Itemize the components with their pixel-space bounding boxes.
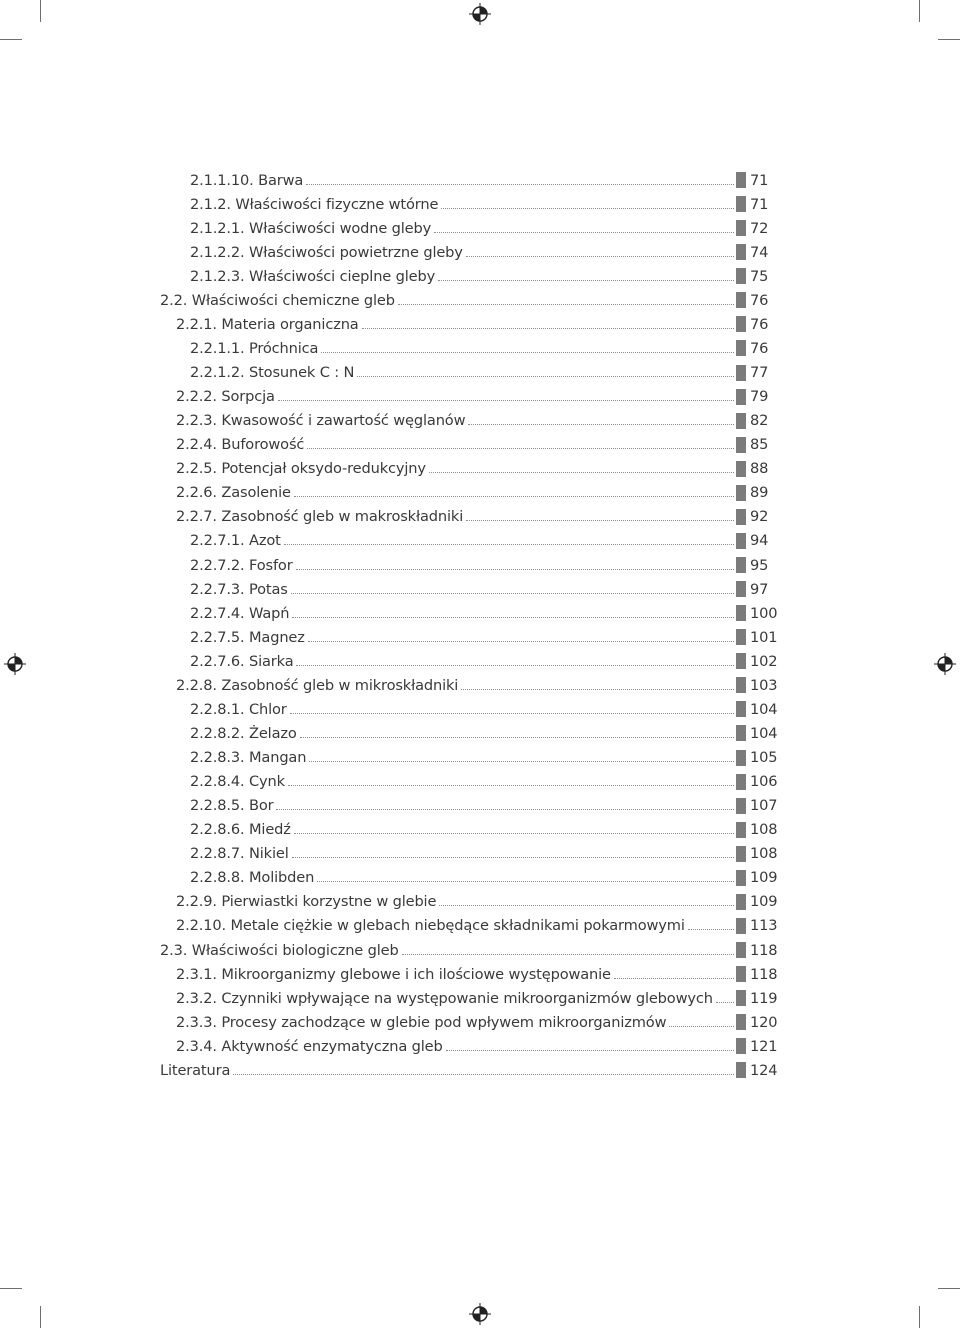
toc-entry-label: 2.3.4. Aktywność enzymatyczna gleb bbox=[176, 1037, 443, 1055]
dot-leader bbox=[468, 424, 734, 425]
toc-entry-page: 88 bbox=[750, 460, 769, 478]
toc-entry-page: 118 bbox=[750, 941, 778, 959]
toc-entry-label: 2.2.7. Zasobność gleb w makroskładniki bbox=[176, 508, 464, 526]
dot-leader bbox=[294, 833, 734, 834]
crop-mark-bottom-left bbox=[0, 1288, 22, 1289]
dot-leader bbox=[284, 544, 734, 545]
dot-leader bbox=[466, 520, 734, 521]
toc-entry-label: 2.2.5. Potencjał oksydo-redukcyjny bbox=[176, 460, 426, 478]
toc-entry-page: 106 bbox=[750, 773, 778, 791]
page-marker-bar bbox=[736, 725, 746, 741]
dot-leader bbox=[429, 472, 734, 473]
page-marker-bar bbox=[736, 629, 746, 645]
toc-entry-label: 2.2.2. Sorpcja bbox=[176, 388, 275, 406]
page-marker-bar bbox=[736, 557, 746, 573]
toc-entry-label: 2.2.1.1. Próchnica bbox=[190, 339, 319, 357]
toc-entry[interactable] bbox=[160, 770, 780, 794]
dot-leader bbox=[362, 328, 734, 329]
toc-entry-page: 85 bbox=[750, 436, 769, 454]
toc-entry[interactable] bbox=[160, 986, 780, 1010]
crop-mark-top-left-vertical bbox=[40, 0, 41, 22]
page-marker-bar bbox=[736, 798, 746, 814]
dot-leader bbox=[308, 641, 734, 642]
toc-entry-page: 109 bbox=[750, 869, 778, 887]
toc-entry[interactable] bbox=[160, 336, 780, 360]
toc-entry[interactable] bbox=[160, 818, 780, 842]
page-marker-bar bbox=[736, 1038, 746, 1054]
page-marker-bar bbox=[736, 870, 746, 886]
toc-entry[interactable] bbox=[160, 577, 780, 601]
toc-entry-page: 109 bbox=[750, 893, 778, 911]
toc-entry-label: 2.2.6. Zasolenie bbox=[176, 484, 291, 502]
dot-leader bbox=[317, 881, 734, 882]
page-marker-bar bbox=[736, 292, 746, 308]
page-marker-bar bbox=[736, 316, 746, 332]
page-marker-bar bbox=[736, 822, 746, 838]
toc-entry[interactable] bbox=[160, 409, 780, 433]
page-marker-bar bbox=[736, 677, 746, 693]
toc-entry[interactable] bbox=[160, 264, 780, 288]
toc-entry-label: 2.2.7.6. Siarka bbox=[190, 652, 294, 670]
toc-entry-label: 2.2.8. Zasobność gleb w mikroskładniki bbox=[176, 676, 459, 694]
toc-entry-label: 2.2.4. Buforowość bbox=[176, 436, 305, 454]
toc-entry[interactable] bbox=[160, 457, 780, 481]
toc-entry-page: 104 bbox=[750, 700, 778, 718]
page-marker-bar bbox=[736, 918, 746, 934]
page-marker-bar bbox=[736, 990, 746, 1006]
toc-entry-page: 118 bbox=[750, 965, 778, 983]
toc-entry[interactable] bbox=[160, 433, 780, 457]
dot-leader bbox=[291, 593, 734, 594]
page-marker-bar bbox=[736, 750, 746, 766]
toc-entry[interactable] bbox=[160, 385, 780, 409]
toc-entry-label: 2.2.8.7. Nikiel bbox=[190, 845, 289, 863]
page-marker-bar bbox=[736, 701, 746, 717]
page-marker-bar bbox=[736, 268, 746, 284]
toc-entry-page: 82 bbox=[750, 412, 769, 430]
toc-entry[interactable] bbox=[160, 746, 780, 770]
toc-entry[interactable] bbox=[160, 1010, 780, 1034]
dot-leader bbox=[434, 232, 734, 233]
toc-entry[interactable] bbox=[160, 890, 780, 914]
toc-entry[interactable] bbox=[160, 601, 780, 625]
toc-entry[interactable] bbox=[160, 553, 780, 577]
toc-entry-label: 2.2.1.2. Stosunek C : N bbox=[190, 364, 355, 382]
crop-mark-bottom-left-vertical bbox=[40, 1306, 41, 1328]
toc-entry-page: 89 bbox=[750, 484, 769, 502]
toc-entry-page: 71 bbox=[750, 171, 769, 189]
page-marker-bar bbox=[736, 196, 746, 212]
toc-entry-label: 2.3. Właściwości biologiczne gleb bbox=[160, 941, 399, 959]
toc-entry-label: 2.3.2. Czynniki wpływające na występowanie mikroorganizmów glebowych bbox=[176, 989, 713, 1007]
toc-entry[interactable] bbox=[160, 168, 780, 192]
toc-entry-label: 2.2.8.5. Bor bbox=[190, 797, 274, 815]
toc-entry-page: 105 bbox=[750, 749, 778, 767]
page-marker-bar bbox=[736, 389, 746, 405]
toc-entry-label: 2.2.3. Kwasowość i zawartość węglanów bbox=[176, 412, 466, 430]
page-marker-bar bbox=[736, 1014, 746, 1030]
registration-target-icon bbox=[469, 1303, 491, 1325]
toc-entry[interactable] bbox=[160, 649, 780, 673]
toc-entry-label: 2.2.8.4. Cynk bbox=[190, 773, 285, 791]
toc-entry-page: 113 bbox=[750, 917, 778, 935]
dot-leader bbox=[300, 737, 734, 738]
table-of-contents bbox=[160, 168, 780, 1082]
page-marker-bar bbox=[736, 942, 746, 958]
toc-entry-label: 2.3.1. Mikroorganizmy glebowe i ich ilościowe występowanie bbox=[176, 965, 611, 983]
toc-entry-page: 119 bbox=[750, 989, 778, 1007]
dot-leader bbox=[292, 617, 734, 618]
dot-leader bbox=[288, 785, 734, 786]
toc-entry-page: 75 bbox=[750, 267, 769, 285]
toc-entry-label: 2.2.9. Pierwiastki korzystne w glebie bbox=[176, 893, 437, 911]
toc-entry[interactable] bbox=[160, 625, 780, 649]
toc-entry[interactable] bbox=[160, 1034, 780, 1058]
dot-leader bbox=[461, 689, 734, 690]
dot-leader bbox=[306, 184, 734, 185]
toc-entry-label: 2.2.8.8. Molibden bbox=[190, 869, 315, 887]
page-marker-bar bbox=[736, 894, 746, 910]
toc-entry-label: 2.2.8.1. Chlor bbox=[190, 700, 287, 718]
toc-entry[interactable] bbox=[160, 240, 780, 264]
page-marker-bar bbox=[736, 244, 746, 260]
toc-entry-label: 2.2.7.5. Magnez bbox=[190, 628, 305, 646]
toc-entry-page: 79 bbox=[750, 388, 769, 406]
toc-entry[interactable] bbox=[160, 914, 780, 938]
page-marker-bar bbox=[736, 774, 746, 790]
dot-leader bbox=[402, 954, 734, 955]
toc-entry-page: 92 bbox=[750, 508, 769, 526]
registration-target-icon bbox=[934, 653, 956, 675]
toc-entry-page: 108 bbox=[750, 845, 778, 863]
toc-entry-page: 76 bbox=[750, 315, 769, 333]
registration-target-icon bbox=[4, 653, 26, 675]
toc-entry-page: 121 bbox=[750, 1037, 778, 1055]
toc-entry-label: 2.1.2. Właściwości fizyczne wtórne bbox=[190, 195, 439, 213]
toc-entry-label: 2.2.1. Materia organiczna bbox=[176, 315, 359, 333]
toc-entry-page: 72 bbox=[750, 219, 769, 237]
page-marker-bar bbox=[736, 653, 746, 669]
page-marker-bar bbox=[736, 966, 746, 982]
toc-entry[interactable] bbox=[160, 721, 780, 745]
toc-entry-label: 2.2. Właściwości chemiczne gleb bbox=[160, 291, 395, 309]
page-marker-bar bbox=[736, 533, 746, 549]
toc-entry[interactable] bbox=[160, 288, 780, 312]
toc-entry-label: 2.2.8.2. Żelazo bbox=[190, 724, 297, 742]
toc-entry-page: 76 bbox=[750, 339, 769, 357]
toc-entry-label: 2.1.2.3. Właściwości cieplne gleby bbox=[190, 267, 436, 285]
dot-leader bbox=[466, 256, 734, 257]
toc-entry[interactable] bbox=[160, 962, 780, 986]
toc-entry[interactable] bbox=[160, 481, 780, 505]
page-marker-bar bbox=[736, 485, 746, 501]
toc-entry[interactable] bbox=[160, 866, 780, 890]
toc-entry-page: 124 bbox=[750, 1061, 778, 1079]
toc-entry-label: 2.2.8.6. Miedź bbox=[190, 821, 291, 839]
dot-leader bbox=[614, 978, 734, 979]
dot-leader bbox=[446, 1050, 734, 1051]
dot-leader bbox=[294, 496, 734, 497]
toc-entry-label: 2.1.1.10. Barwa bbox=[190, 171, 304, 189]
toc-entry-page: 77 bbox=[750, 364, 769, 382]
toc-entry-page: 120 bbox=[750, 1013, 778, 1031]
toc-entry[interactable] bbox=[160, 216, 780, 240]
toc-entry-page: 71 bbox=[750, 195, 769, 213]
toc-entry-label: 2.2.7.3. Potas bbox=[190, 580, 288, 598]
dot-leader bbox=[398, 304, 734, 305]
toc-entry-page: 104 bbox=[750, 724, 778, 742]
toc-entry[interactable] bbox=[160, 938, 780, 962]
page-marker-bar bbox=[736, 220, 746, 236]
toc-entry-page: 102 bbox=[750, 652, 778, 670]
dot-leader bbox=[716, 1002, 734, 1003]
page-marker-bar bbox=[736, 365, 746, 381]
page-marker-bar bbox=[736, 340, 746, 356]
dot-leader bbox=[309, 761, 734, 762]
dot-leader bbox=[296, 665, 734, 666]
toc-entry-page: 107 bbox=[750, 797, 778, 815]
dot-leader bbox=[276, 809, 734, 810]
dot-leader bbox=[669, 1026, 734, 1027]
page-marker-bar bbox=[736, 437, 746, 453]
page-marker-bar bbox=[736, 413, 746, 429]
toc-entry[interactable] bbox=[160, 697, 780, 721]
dot-leader bbox=[292, 857, 734, 858]
crop-mark-bottom-right-vertical bbox=[919, 1306, 920, 1328]
toc-entry-page: 95 bbox=[750, 556, 769, 574]
toc-entry[interactable] bbox=[160, 842, 780, 866]
dot-leader bbox=[321, 352, 734, 353]
toc-entry-label: 2.2.10. Metale ciężkie w glebach niebędące składnikami pokarmowymi bbox=[176, 917, 685, 935]
dot-leader bbox=[441, 208, 734, 209]
page-marker-bar bbox=[736, 605, 746, 621]
crop-mark-top-left bbox=[0, 39, 22, 40]
toc-entry[interactable] bbox=[160, 529, 780, 553]
dot-leader bbox=[357, 376, 734, 377]
dot-leader bbox=[438, 280, 734, 281]
toc-entry-label: 2.1.2.2. Właściwości powietrzne gleby bbox=[190, 243, 463, 261]
crop-mark-top-right bbox=[938, 39, 960, 40]
toc-entry[interactable] bbox=[160, 505, 780, 529]
toc-entry-page: 103 bbox=[750, 676, 778, 694]
toc-entry-page: 108 bbox=[750, 821, 778, 839]
toc-entry[interactable] bbox=[160, 192, 780, 216]
crop-mark-top-right-vertical bbox=[919, 0, 920, 22]
dot-leader bbox=[296, 569, 734, 570]
dot-leader bbox=[307, 448, 734, 449]
page-marker-bar bbox=[736, 509, 746, 525]
toc-entry[interactable] bbox=[160, 361, 780, 385]
dot-leader bbox=[688, 929, 734, 930]
toc-entry-label: Literatura bbox=[160, 1061, 231, 1079]
toc-entry[interactable] bbox=[160, 1058, 780, 1082]
page-marker-bar bbox=[736, 1062, 746, 1078]
toc-entry-label: 2.2.7.4. Wapń bbox=[190, 604, 290, 622]
dot-leader bbox=[290, 713, 734, 714]
toc-entry-page: 94 bbox=[750, 532, 769, 550]
page-marker-bar bbox=[736, 172, 746, 188]
dot-leader bbox=[278, 400, 734, 401]
toc-entry[interactable] bbox=[160, 794, 780, 818]
toc-entry-page: 76 bbox=[750, 291, 769, 309]
toc-entry-page: 101 bbox=[750, 628, 778, 646]
toc-entry-page: 97 bbox=[750, 580, 769, 598]
dot-leader bbox=[439, 905, 734, 906]
page-marker-bar bbox=[736, 846, 746, 862]
dot-leader bbox=[233, 1074, 734, 1075]
toc-entry-page: 100 bbox=[750, 604, 778, 622]
page-marker-bar bbox=[736, 461, 746, 477]
page-marker-bar bbox=[736, 581, 746, 597]
toc-entry[interactable] bbox=[160, 312, 780, 336]
toc-entry-label: 2.3.3. Procesy zachodzące w glebie pod wpływem mikroorganizmów bbox=[176, 1013, 667, 1031]
toc-entry-label: 2.2.7.2. Fosfor bbox=[190, 556, 293, 574]
toc-entry-label: 2.1.2.1. Właściwości wodne gleby bbox=[190, 219, 432, 237]
toc-entry[interactable] bbox=[160, 673, 780, 697]
toc-entry-label: 2.2.7.1. Azot bbox=[190, 532, 281, 550]
registration-target-icon bbox=[469, 3, 491, 25]
crop-mark-bottom-right bbox=[938, 1288, 960, 1289]
toc-entry-label: 2.2.8.3. Mangan bbox=[190, 749, 307, 767]
toc-entry-page: 74 bbox=[750, 243, 769, 261]
